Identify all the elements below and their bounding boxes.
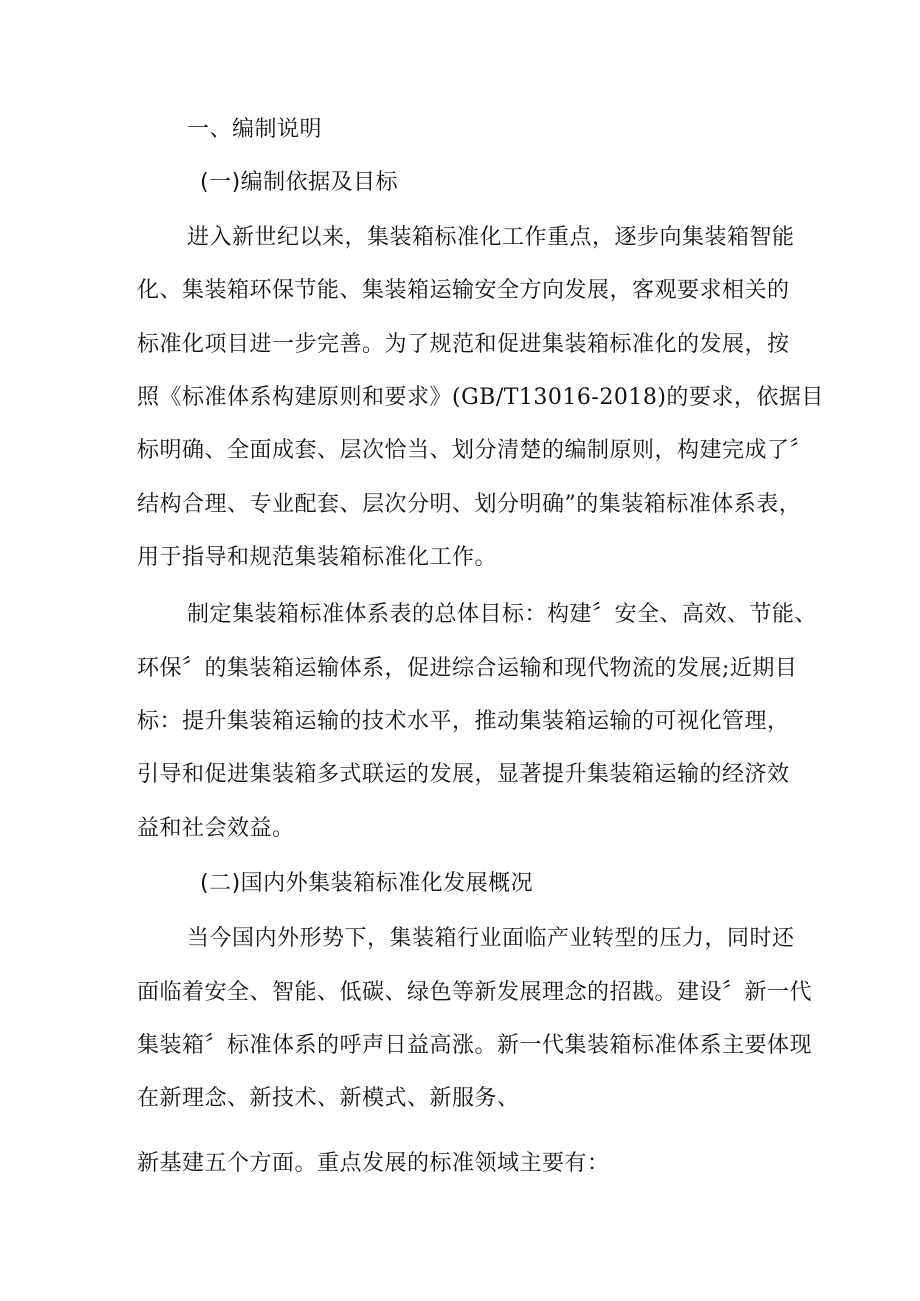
paragraph-line: 当今国内外形势下，集装箱行业面临产业转型的压力，同时还 [187,926,795,951]
paragraph-line: 标准化项目进一步完善。为了规范和促进集装箱标准化的发展，按 [137,332,790,357]
paragraph-line: 环保〞的集装箱运输体系，促进综合运输和现代物流的发展;近期目 [137,656,798,681]
paragraph-line: 进入新世纪以来，集装箱标准化工作重点，逐步向集装箱智能 [187,225,795,250]
paragraph-line: 益和社会效益。 [137,816,295,841]
section-title: 一、编制说明 [187,117,323,142]
paragraph-line: 用于指导和规范集装箱标准化工作。 [137,545,498,570]
paragraph-line: 新基建五个方面。重点发展的标准领域主要有： [137,1151,610,1176]
subsection-heading-2: (二)国内外集装箱标准化发展概况 [200,871,534,896]
subsection-heading-1: (一)编制依据及目标 [200,170,399,195]
paragraph-line: 在新理念、新技术、新模式、新服务、 [137,1086,520,1111]
paragraph-line: 制定集装箱标准体系表的总体目标：构建〞安全、高效、节能、 [187,602,818,627]
paragraph-line: 面临着安全、智能、低碳、绿色等新发展理念的招戡。建设〞新一代 [137,980,813,1005]
paragraph-line: 化、集装箱环保节能、集装箱运输安全方向发展，客观要求相关的 [137,278,790,303]
paragraph-line: 标：提升集装箱运输的技术水平，推动集装箱运输的可视化管理， [137,709,790,734]
paragraph-line: 引导和促进集装箱多式联运的发展，显著提升集装箱运输的经济效 [137,762,790,787]
paragraph-line: 结构合理、专业配套、层次分明、划分明确”的集装箱标准体系表， [137,492,802,517]
paragraph-line: 集装箱〞标准体系的呼声日益高涨。新一代集装箱标准体系主要体现 [137,1033,813,1058]
paragraph-line: 照《标准体系构建原则和要求》(GB/T13016-2018)的要求，依据目 [137,385,824,410]
paragraph-line: 标明确、全面成套、层次恰当、划分清楚的编制原则，构建完成了〞 [137,438,813,463]
